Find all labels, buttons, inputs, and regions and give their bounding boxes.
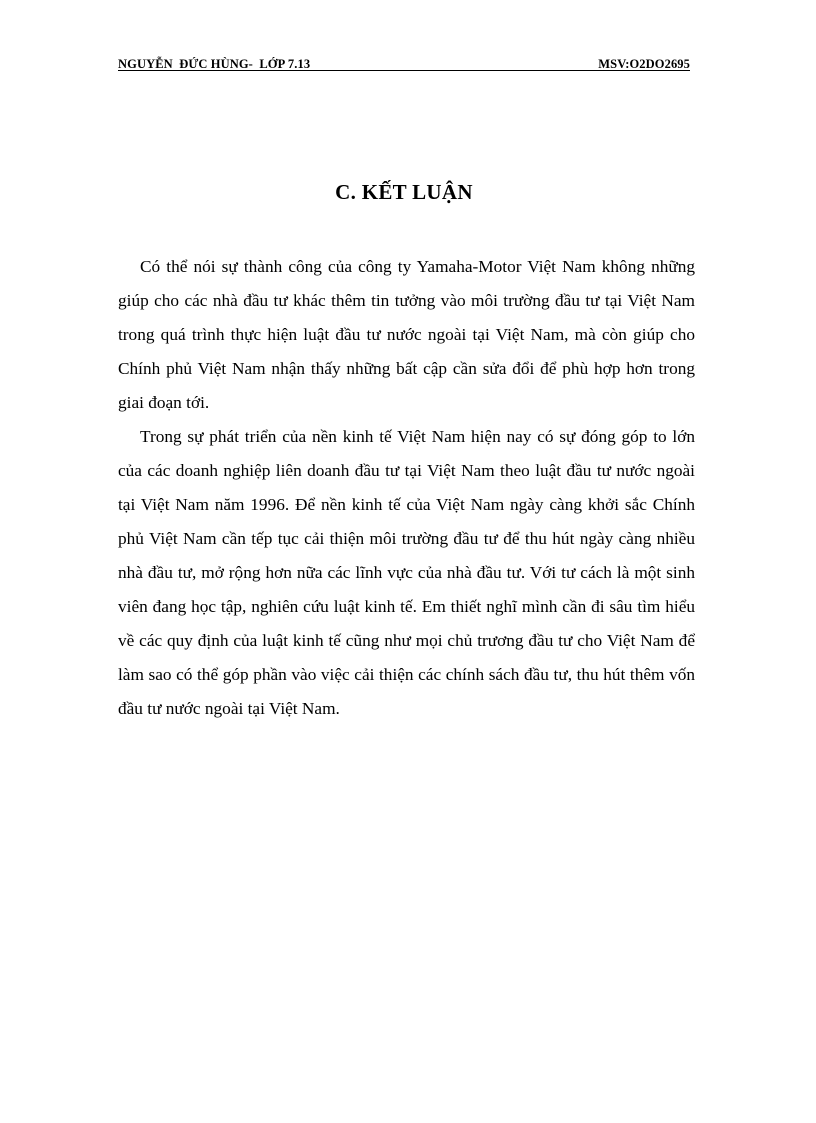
paragraph-2: Trong sự phát triển của nền kinh tế Việt Nam hiện nay có sự đóng góp to lớn của các doanh nghiệp liên doanh đầu tư tại Việt Nam theo luật đầu tư nước ngoài tại Việt Nam năm 1996. Để nền kinh tế của Việt Nam ngày càng khởi sắc Chính phủ Việt Nam cần tếp tục cải thiện môi trường đầu tư để thu hút ngày càng nhiều nhà đầu tư, mở rộng hơn nữa các lĩnh vực của nhà đầu tư. Với tư cách là một sinh viên đang học tập, nghiên cứu luật kinh tế. Em thiết nghĩ mình cần đi sâu tìm hiểu về các quy định của luật kinh tế cũng như mọi chủ trương đầu tư cho Việt Nam để làm sao có thể góp phần vào việc cải thiện các chính sách đầu tư, thu hút thêm vốn đầu tư nước ngoài tại Việt Nam. <box>118 427 695 718</box>
section-title: C. KẾT LUẬN <box>335 180 473 204</box>
paragraph-1: Có thể nói sự thành công của công ty Yamaha-Motor Việt Nam không những giúp cho các nhà đầu tư khác thêm tin tưởng vào môi trường đầu tư tại Việt Nam trong quá trình thực hiện luật đầu tư nước ngoài tại Việt Nam, mà còn giúp cho Chính phủ Việt Nam nhận thấy những bất cập cần sửa đổi để phù hợp hơn trong giai đoạn tới. <box>118 257 695 412</box>
header-author-class: NGUYỄN ĐỨC HÙNG- LỚP 7.13 <box>118 57 311 71</box>
page-header <box>118 52 690 72</box>
body-text <box>118 250 695 726</box>
header-student-id: MSV:O2DO2695 <box>598 57 690 71</box>
header-divider <box>118 70 690 71</box>
